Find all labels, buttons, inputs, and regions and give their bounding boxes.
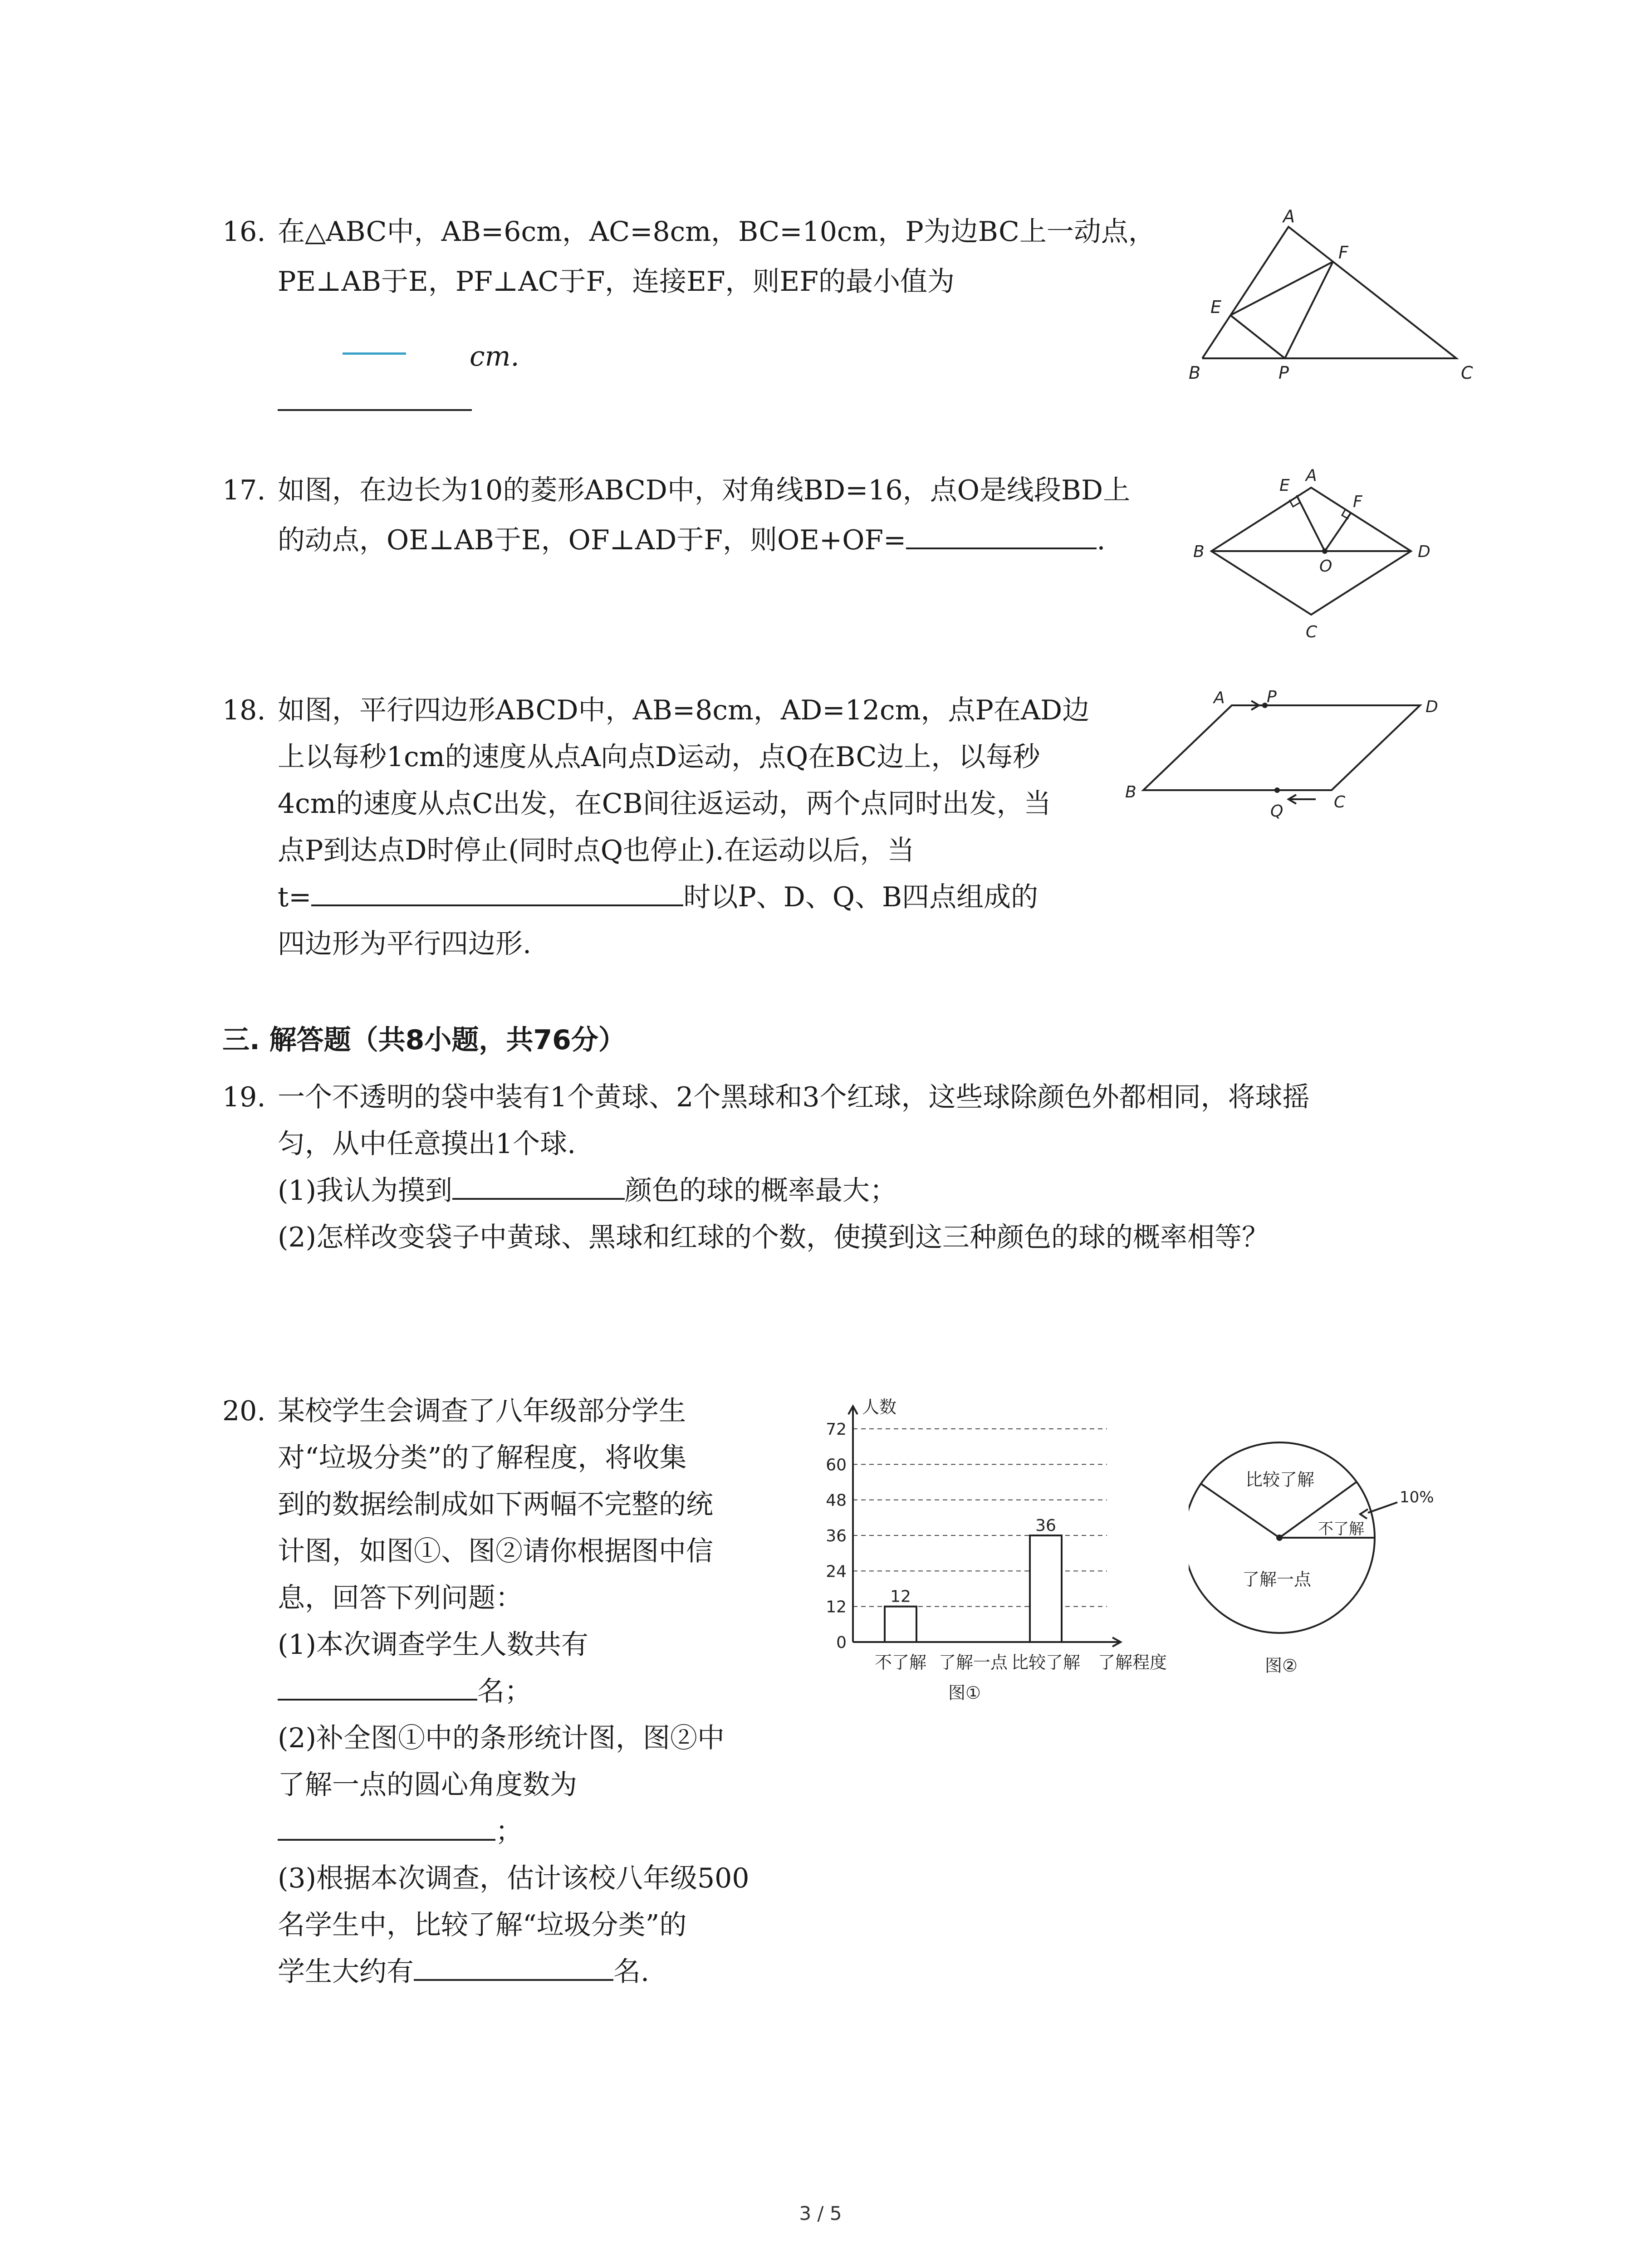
- point-o: [1322, 548, 1327, 554]
- q18-line3: 4cm的速度从点C出发，在CB间往返运动，两个点同时出发，当: [278, 788, 1051, 820]
- q18-parallelogram-figure: [1121, 685, 1506, 830]
- q16-line1: 在△ABC中，AB=6cm，AC=8cm，BC=10cm，P为边BC上一动点，: [278, 216, 1156, 248]
- label-c: C: [1306, 623, 1318, 641]
- pie-annotation-arrow: [1360, 1509, 1368, 1519]
- y-axis-label: 人数: [862, 1397, 897, 1417]
- q17-line1: 如图，在边长为10的菱形ABCD中，对角线BD=16，点O是线段BD上: [278, 474, 1131, 506]
- label-d: D: [1425, 698, 1438, 716]
- pie-annotation-percent: 10%: [1400, 1488, 1434, 1506]
- q17-line2: [278, 517, 1105, 563]
- q20-line4: 计图，如图①、图②请你根据图中信: [278, 1535, 713, 1567]
- q19-part1-text: (1)我认为摸到: [278, 1175, 452, 1207]
- q18-line5-text: 时以P、D、Q、B四点组成的: [683, 881, 1038, 913]
- question-17: 17.: [222, 474, 266, 506]
- q19-line1: 一个不透明的袋中装有1个黄球、2个黑球和3个红球，这些球除颜色外都相同，将球摇: [278, 1081, 1310, 1113]
- q20-blank-2[interactable]: [278, 1812, 495, 1841]
- label-b: B: [1125, 783, 1136, 802]
- segment-pe: [1230, 315, 1285, 358]
- q18-line6: 四边形为平行四边形.: [278, 928, 532, 960]
- triangle-abc: [1202, 227, 1456, 358]
- q20-part2b: 了解一点的圆心角度数为: [278, 1769, 577, 1801]
- bar-chart-figure-1: [798, 1388, 1184, 1715]
- q17-rhombus-figure: [1189, 463, 1488, 644]
- q19-part1: [278, 1168, 897, 1214]
- chart-2-caption: 图②: [1265, 1656, 1298, 1676]
- q18-line4: 点P到达点D时停止(同时点Q也停止).在运动以后，当: [278, 835, 915, 866]
- q20-part2-answer: [278, 1809, 523, 1855]
- q20-part1-end: 名；: [477, 1676, 532, 1707]
- chart-1-caption: 图①: [948, 1683, 981, 1703]
- q20-part1: (1)本次调查学生人数共有: [278, 1629, 588, 1661]
- label-b: B: [1189, 363, 1201, 383]
- label-f: F: [1353, 493, 1362, 511]
- label-e: E: [1279, 476, 1290, 495]
- q18-t-label: t=: [278, 881, 312, 913]
- q20-part1-answer: [278, 1668, 532, 1715]
- label-p: P: [1279, 363, 1289, 383]
- q20-line5: 息，回答下列问题：: [278, 1582, 523, 1614]
- label-f: F: [1338, 243, 1348, 263]
- q20-part3-end: 名.: [613, 1956, 650, 1988]
- pie-chart-figure-2: [1189, 1424, 1515, 1715]
- x-axis-label: 了解程度: [1098, 1652, 1167, 1672]
- q20-part3b: 名学生中，比较了解“垃圾分类”的: [278, 1909, 687, 1941]
- q16-answer-blank[interactable]: [278, 409, 472, 411]
- segment-ef: [1230, 262, 1333, 315]
- question-19: 19.: [222, 1081, 266, 1113]
- q20-blank-3[interactable]: [414, 1952, 613, 1981]
- question-18: 18.: [222, 694, 266, 726]
- label-a: A: [1306, 466, 1317, 485]
- question-number: 16.: [222, 216, 266, 248]
- category-label: 不了解: [874, 1652, 927, 1672]
- q20-line3: 到的数据绘制成如下两幅不完整的统: [278, 1489, 713, 1520]
- y-tick-label: 48: [826, 1491, 847, 1510]
- label-d: D: [1418, 543, 1430, 561]
- pie-annotation-line: [1368, 1502, 1397, 1513]
- segment-oe: [1297, 495, 1325, 551]
- q17-line2-end: .: [1097, 524, 1106, 556]
- y-tick-label: 12: [826, 1598, 847, 1617]
- point-q: [1274, 787, 1280, 793]
- q20-line2: 对“垃圾分类”的了解程度，将收集: [278, 1442, 687, 1474]
- q16-unit: cm.: [470, 341, 519, 372]
- q18-answer-blank[interactable]: [311, 877, 683, 906]
- pie-radius-1: [1201, 1484, 1279, 1538]
- y-tick-label: 0: [836, 1633, 847, 1652]
- q20-blank-1[interactable]: [278, 1672, 477, 1701]
- q17-line2-text: 的动点，OE⊥AB于E，OF⊥AD于F，则OE+OF=: [278, 524, 906, 556]
- page-number: 3 / 5: [799, 2202, 842, 2224]
- label-a: A: [1283, 206, 1295, 226]
- q20-part3c: [278, 1949, 649, 1995]
- parallelogram-abcd: [1143, 705, 1420, 790]
- segment-pf: [1285, 262, 1333, 358]
- label-q: Q: [1270, 802, 1283, 821]
- label-p: P: [1267, 688, 1277, 706]
- label-c: C: [1334, 793, 1346, 811]
- q19-answer-blank[interactable]: [452, 1171, 625, 1200]
- bar-value-label: 12: [890, 1587, 911, 1606]
- q16-line2: PE⊥AB于E，PF⊥AC于F，连接EF，则EF的最小值为: [278, 266, 955, 298]
- label-a: A: [1214, 689, 1225, 707]
- bar: [1030, 1535, 1062, 1642]
- q18-line1: 如图，平行四边形ABCD中，AB=8cm，AD=12cm，点P在AD边: [278, 694, 1090, 726]
- q19-part1-end: 颜色的球的概率最大；: [625, 1175, 897, 1207]
- q19-line2: 匀，从中任意摸出1个球.: [278, 1128, 576, 1160]
- bar: [885, 1607, 916, 1642]
- label-e: E: [1210, 297, 1222, 317]
- q18-line2: 上以每秒1cm的速度从点A向点D运动，点Q在BC边上，以每秒: [278, 741, 1040, 773]
- y-tick-label: 72: [826, 1420, 847, 1439]
- question-16: [222, 209, 265, 255]
- pie-label-liaojieyidian: 了解一点: [1242, 1569, 1312, 1589]
- section-heading: 三. 解答题（共8小题，共76分）: [222, 1024, 626, 1056]
- label-o: O: [1319, 557, 1332, 576]
- y-tick-label: 36: [826, 1527, 847, 1545]
- q17-answer-blank[interactable]: [906, 520, 1097, 549]
- q20-part3-text: 学生大约有: [278, 1956, 414, 1988]
- q16-triangle-figure: [1180, 204, 1497, 386]
- q19-part2: (2)怎样改变袋子中黄球、黑球和红球的个数，使摸到这三种颜色的球的概率相等？: [278, 1222, 1269, 1253]
- pie-center: [1276, 1535, 1283, 1541]
- category-label: 比较了解: [1011, 1652, 1081, 1672]
- label-b: B: [1193, 543, 1205, 561]
- q20-part2a: (2)补全图①中的条形统计图，图②中: [278, 1722, 725, 1754]
- y-tick-label: 24: [826, 1562, 847, 1581]
- q20-part2-end: ；: [495, 1816, 523, 1848]
- bar-value-label: 36: [1035, 1516, 1056, 1535]
- pie-label-buliaojie: 不了解: [1318, 1520, 1364, 1538]
- q20-line1: 某校学生会调查了八年级部分学生: [278, 1395, 686, 1427]
- label-c: C: [1461, 363, 1473, 383]
- category-label: 了解一点: [938, 1652, 1008, 1672]
- q18-line5: [278, 874, 1038, 920]
- q20-part3a: (3)根据本次调查，估计该校八年级500: [278, 1862, 749, 1894]
- pie-label-bijiao: 比较了解: [1245, 1470, 1315, 1490]
- question-20: 20.: [222, 1395, 266, 1427]
- y-tick-label: 60: [826, 1456, 847, 1475]
- q16-answer-mark: [343, 352, 406, 355]
